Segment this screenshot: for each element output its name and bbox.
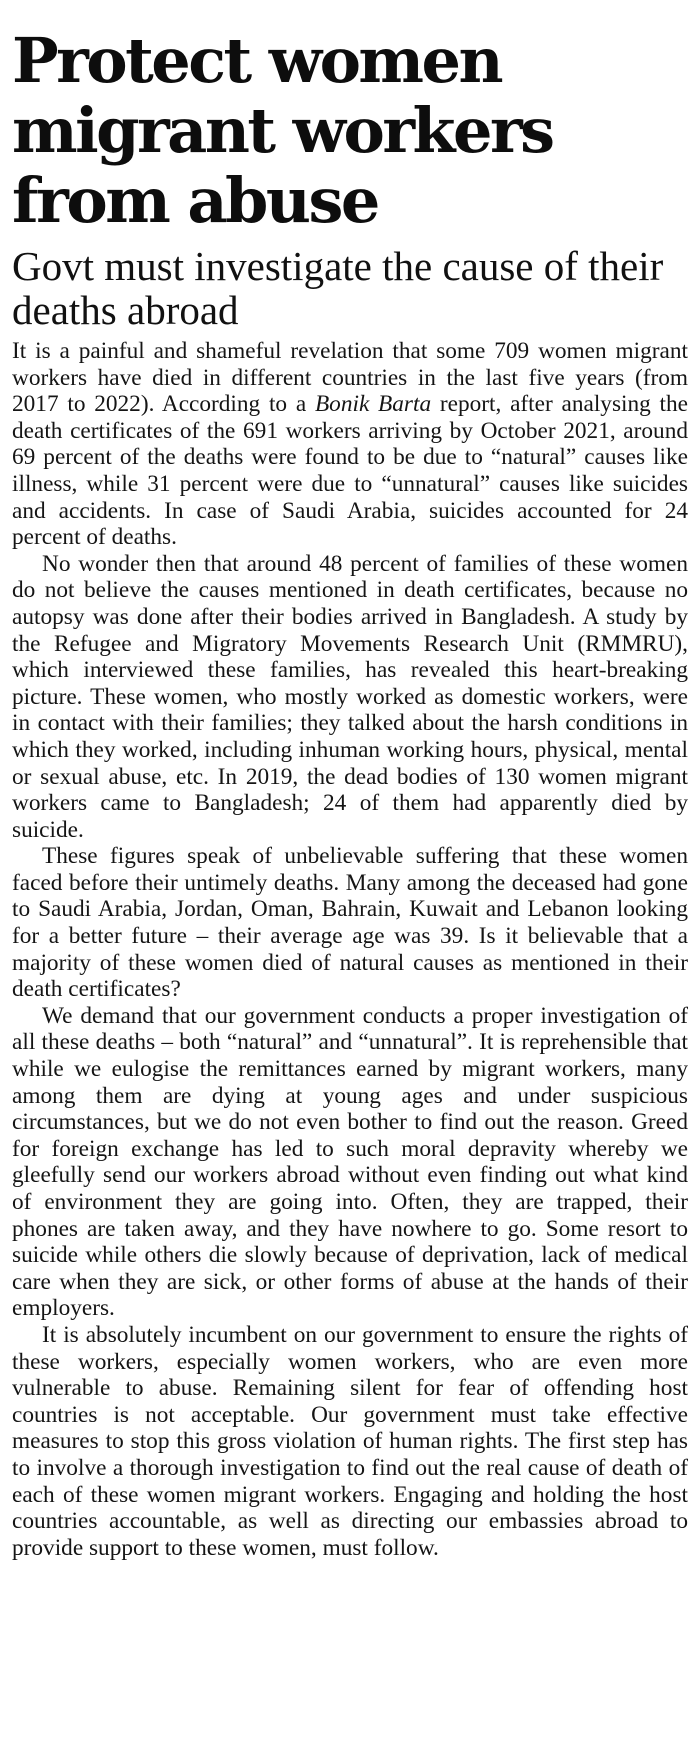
article-body — [12, 338, 688, 1561]
publication-name: Bonik Barta — [314, 391, 432, 418]
paragraph-1-text-end: report, after analysing the death certificates of the 691 workers arriving by October 2021, around 69 percent of the deaths were found to be due to “natural” causes like illness, while 31 percent were due to “unnatural” causes like suicides and accidents. In case of Saudi Arabia, suicides accounted for 24 percent of deaths. — [12, 391, 688, 551]
paragraph-1 — [12, 338, 688, 551]
subheadline: Govt must investigate the cause of their deaths abroad — [12, 243, 664, 333]
paragraph-2: No wonder then that around 48 percent of families of these women do not believe the causes mentioned in death certificates, because no autopsy was done after their bodies arrived in Bangladesh. A study by the Refugee and Migratory Movements Research Unit (RMMRU), which interviewed these families, has revealed this heart-breaking picture. These women, who mostly worked as domestic workers, were in contact with their families; they talked about the harsh conditions in which they worked, including inhuman working hours, physical, mental or sexual abuse, etc. In 2019, the dead bodies of 130 women migrant workers came to Bangladesh; 24 of them had apparently died by suicide. — [12, 550, 688, 843]
headline: Protect women migrant workers from abuse — [12, 24, 553, 237]
paragraph-5: It is absolutely incumbent on our government to ensure the rights of these workers, especially women workers, who are even more vulnerable to abuse. Remaining silent for fear of offending host countries is not acceptable. Our government must take effective measures to stop this gross violation of human rights. The first step has to involve a thorough investigation to find out the real cause of death of each of these women migrant workers. Engaging and holding the host countries accountable, as well as directing our embassies abroad to provide support to these women, must follow. — [12, 1321, 688, 1561]
paragraph-1-text-start: It is a painful and shameful revelation that some 709 women migrant workers have died in different countries in the last five years (from 2017 to 2022). According to a — [12, 338, 688, 418]
paragraph-3: These figures speak of unbelievable suffering that these women faced before their untimely deaths. Many among the deceased had gone to Saudi Arabia, Jordan, Oman, Bahrain, Kuwait and Lebanon looking for a better future – their average age was 39. Is it believable that a majority of these women died of natural causes as mentioned in their death certificates? — [12, 843, 688, 1003]
paragraph-4: We demand that our government conducts a proper investigation of all these deaths – both “natural” and “unnatural”. It is reprehensible that while we eulogise the remittances earned by migrant workers, many among them are dying at young ages and under suspicious circumstances, but we do not even bother to find out the reason. Greed for foreign exchange has led to such moral depravity whereby we gleefully send our workers abroad without even finding out what kind of environment they are going into. Often, they are trapped, their phones are taken away, and they have nowhere to go. Some resort to suicide while others die slowly because of deprivation, lack of medical care when they are sick, or other forms of abuse at the hands of their employers. — [12, 1002, 688, 1322]
